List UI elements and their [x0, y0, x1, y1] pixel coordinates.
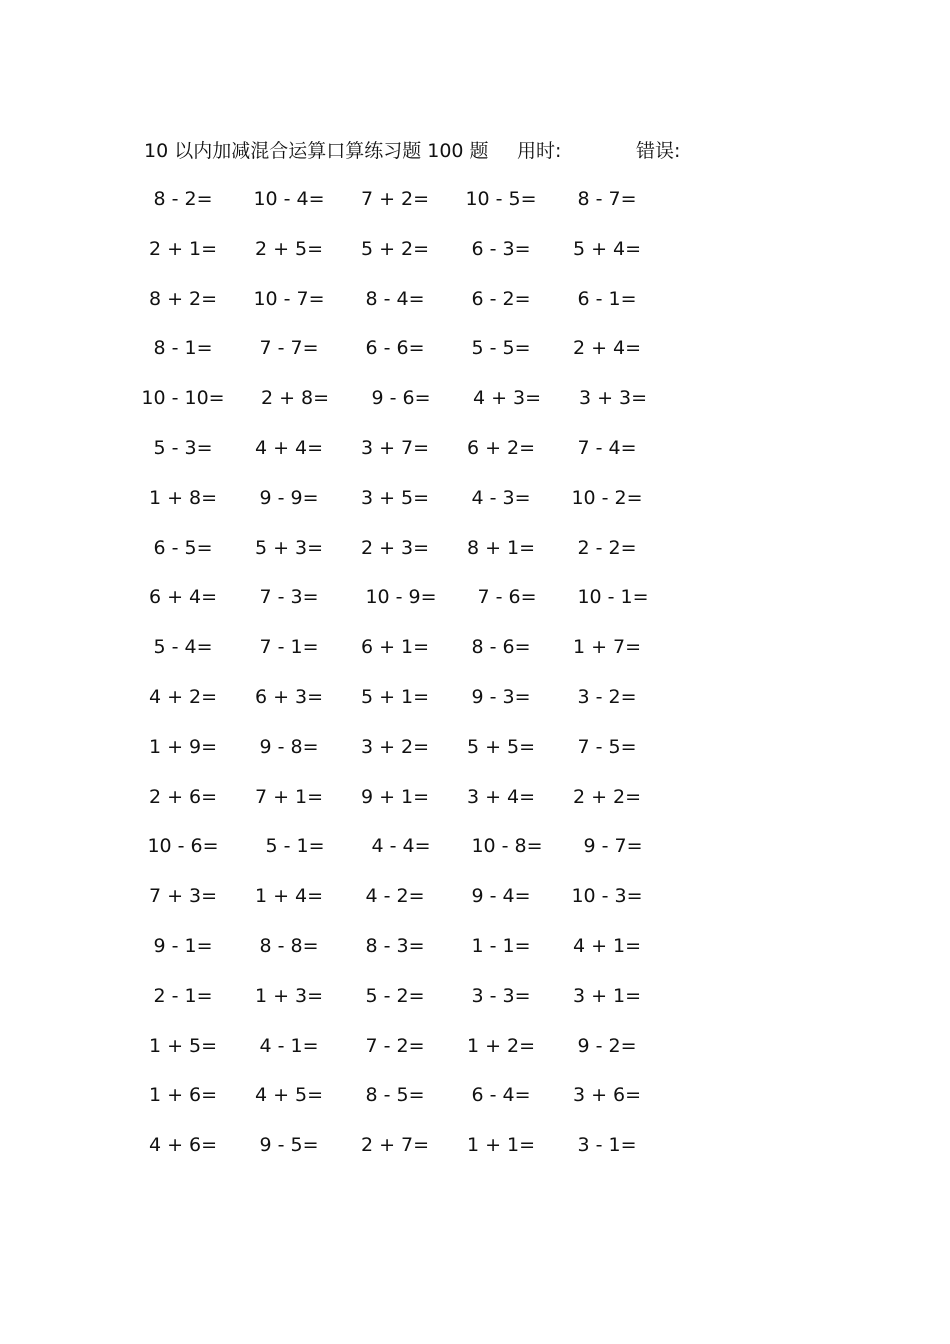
- problem-row: [0, 679, 950, 729]
- math-problem: 8 - 4=: [365, 287, 425, 310]
- problem-row: [0, 281, 950, 331]
- math-problem: 6 + 3=: [254, 685, 324, 708]
- math-problem: 9 - 8=: [259, 735, 319, 758]
- worksheet-header: [144, 136, 744, 166]
- math-problem: 3 - 1=: [577, 1134, 637, 1157]
- math-problem: 4 + 4=: [254, 436, 324, 459]
- math-problem: 5 - 5=: [471, 337, 531, 360]
- math-problem: 10 - 9=: [365, 586, 437, 609]
- math-problem: 9 - 2=: [577, 1034, 637, 1057]
- math-problem: 2 + 1=: [148, 237, 218, 260]
- problem-row: [0, 1028, 950, 1078]
- math-problem: 1 + 4=: [254, 885, 324, 908]
- math-problem: 1 + 5=: [148, 1034, 218, 1057]
- math-problem: 6 - 6=: [365, 337, 425, 360]
- math-problem: 5 + 4=: [572, 237, 642, 260]
- math-problem: 6 - 2=: [471, 287, 531, 310]
- math-problem: 4 - 4=: [371, 835, 431, 858]
- math-problem: 9 - 6=: [371, 387, 431, 410]
- math-problem: 7 - 4=: [577, 436, 637, 459]
- math-problem: 3 + 6=: [572, 1084, 642, 1107]
- problem-row: [0, 978, 950, 1028]
- problem-row: [0, 1077, 950, 1127]
- math-problem: 2 - 1=: [153, 984, 213, 1007]
- problem-row: [0, 729, 950, 779]
- problem-row: [0, 629, 950, 679]
- problem-row: [0, 330, 950, 380]
- math-problem: 4 + 6=: [148, 1134, 218, 1157]
- math-problem: 10 - 2=: [571, 486, 643, 509]
- math-problem: 2 + 3=: [360, 536, 430, 559]
- math-problem: 4 + 2=: [148, 685, 218, 708]
- math-problem: 9 - 4=: [471, 885, 531, 908]
- math-problem: 7 - 7=: [259, 337, 319, 360]
- math-problem: 1 + 8=: [148, 486, 218, 509]
- math-problem: 8 + 1=: [466, 536, 536, 559]
- problem-row: [0, 480, 950, 530]
- math-problem: 5 + 5=: [466, 735, 536, 758]
- math-problem: 8 - 5=: [365, 1084, 425, 1107]
- time-label: 用时:: [517, 140, 562, 162]
- math-problem: 3 + 2=: [360, 735, 430, 758]
- math-problem: 10 - 10=: [141, 387, 225, 410]
- math-problem: 5 + 3=: [254, 536, 324, 559]
- problem-row: [0, 530, 950, 580]
- math-problem: 5 - 3=: [153, 436, 213, 459]
- math-problem: 9 - 1=: [153, 934, 213, 957]
- problem-grid: [0, 181, 950, 1177]
- math-problem: 2 + 8=: [260, 387, 330, 410]
- math-problem: 1 - 1=: [471, 934, 531, 957]
- math-problem: 1 + 9=: [148, 735, 218, 758]
- math-problem: 6 - 5=: [153, 536, 213, 559]
- math-problem: 1 + 1=: [466, 1134, 536, 1157]
- math-problem: 10 - 6=: [147, 835, 219, 858]
- math-problem: 4 + 3=: [472, 387, 542, 410]
- math-problem: 7 - 1=: [259, 636, 319, 659]
- math-problem: 3 + 1=: [572, 984, 642, 1007]
- math-problem: 5 + 1=: [360, 685, 430, 708]
- math-problem: 8 - 3=: [365, 934, 425, 957]
- math-problem: 7 - 6=: [477, 586, 537, 609]
- math-problem: 9 - 9=: [259, 486, 319, 509]
- math-problem: 2 + 6=: [148, 785, 218, 808]
- math-problem: 1 + 2=: [466, 1034, 536, 1057]
- problem-row: [0, 928, 950, 978]
- math-problem: 8 - 7=: [577, 188, 637, 210]
- math-problem: 5 - 1=: [265, 835, 325, 858]
- math-problem: 3 + 3=: [578, 387, 648, 410]
- math-problem: 10 - 4=: [253, 188, 325, 210]
- math-problem: 7 - 3=: [259, 586, 319, 609]
- math-problem: 5 - 2=: [365, 984, 425, 1007]
- math-problem: 7 - 5=: [577, 735, 637, 758]
- problem-row: [0, 779, 950, 829]
- math-problem: 8 - 1=: [153, 337, 213, 360]
- math-problem: 5 + 2=: [360, 237, 430, 260]
- math-problem: 1 + 6=: [148, 1084, 218, 1107]
- math-problem: 10 - 5=: [465, 188, 537, 210]
- math-problem: 9 - 3=: [471, 685, 531, 708]
- math-problem: 7 + 2=: [360, 188, 430, 210]
- math-problem: 8 - 8=: [259, 934, 319, 957]
- math-problem: 8 - 6=: [471, 636, 531, 659]
- math-problem: 6 + 4=: [148, 586, 218, 609]
- math-problem: 10 - 7=: [253, 287, 325, 310]
- math-problem: 7 + 3=: [148, 885, 218, 908]
- math-problem: 2 + 7=: [360, 1134, 430, 1157]
- problem-row: [0, 579, 950, 629]
- math-problem: 4 - 3=: [471, 486, 531, 509]
- problem-row: [0, 878, 950, 928]
- math-problem: 2 + 5=: [254, 237, 324, 260]
- math-problem: 9 + 1=: [360, 785, 430, 808]
- math-problem: 10 - 1=: [577, 586, 649, 609]
- math-problem: 10 - 3=: [571, 885, 643, 908]
- math-problem: 6 - 4=: [471, 1084, 531, 1107]
- math-problem: 4 + 1=: [572, 934, 642, 957]
- math-problem: 4 - 2=: [365, 885, 425, 908]
- math-problem: 3 - 3=: [471, 984, 531, 1007]
- math-problem: 9 - 5=: [259, 1134, 319, 1157]
- math-problem: 5 - 4=: [153, 636, 213, 659]
- math-problem: 3 - 2=: [577, 685, 637, 708]
- math-problem: 10 - 8=: [471, 835, 543, 858]
- math-problem: 3 + 4=: [466, 785, 536, 808]
- math-problem: 6 + 1=: [360, 636, 430, 659]
- math-problem: 3 + 5=: [360, 486, 430, 509]
- problem-row: [0, 828, 950, 878]
- problem-row: [0, 380, 950, 430]
- math-problem: 1 + 7=: [572, 636, 642, 659]
- problem-row: [0, 181, 950, 231]
- math-problem: 2 - 2=: [577, 536, 637, 559]
- math-problem: 6 - 1=: [577, 287, 637, 310]
- math-problem: 7 + 1=: [254, 785, 324, 808]
- error-label: 错误:: [636, 140, 681, 162]
- math-problem: 8 + 2=: [148, 287, 218, 310]
- problem-row: [0, 231, 950, 281]
- math-problem: 3 + 7=: [360, 436, 430, 459]
- math-problem: 6 + 2=: [466, 436, 536, 459]
- math-problem: 7 - 2=: [365, 1034, 425, 1057]
- worksheet-title: 10 以内加减混合运算口算练习题 100 题: [144, 140, 489, 162]
- math-problem: 1 + 3=: [254, 984, 324, 1007]
- math-problem: 8 - 2=: [153, 188, 213, 210]
- math-problem: 6 - 3=: [471, 237, 531, 260]
- problem-row: [0, 430, 950, 480]
- math-problem: 4 - 1=: [259, 1034, 319, 1057]
- math-problem: 4 + 5=: [254, 1084, 324, 1107]
- problem-row: [0, 1127, 950, 1177]
- math-problem: 2 + 4=: [572, 337, 642, 360]
- math-problem: 9 - 7=: [583, 835, 643, 858]
- math-problem: 2 + 2=: [572, 785, 642, 808]
